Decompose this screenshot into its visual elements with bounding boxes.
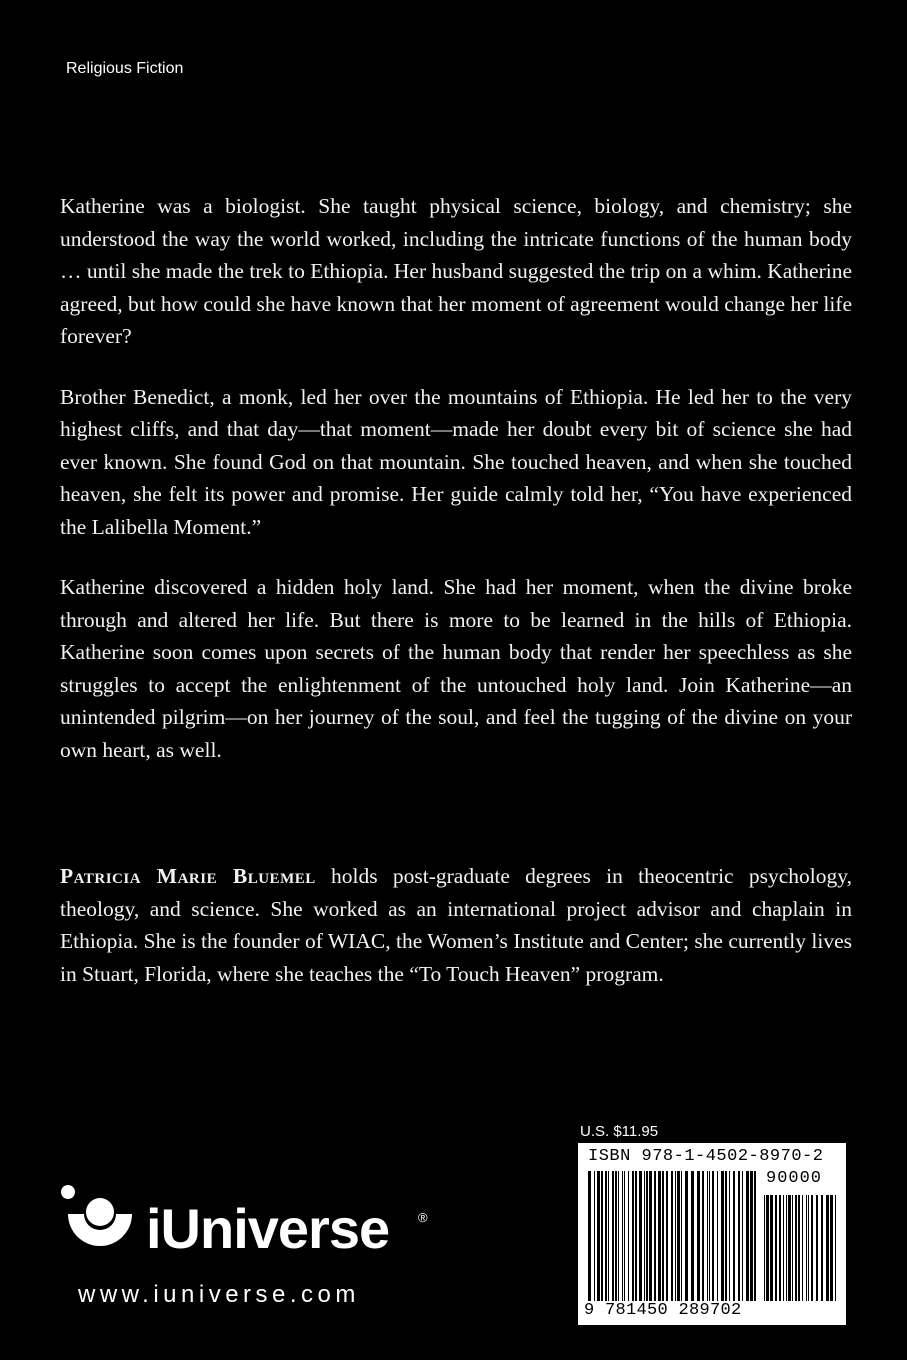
author-bio-text: holds post-graduate degrees in theocentric psychology, theology, and science. She worked as an international project advisor and chaplain in Ethiopia. She is the founder of WIAC, the Women’s Institute and Center; she currently lives in Stuart, Florida, where she teaches the “To Touch Heaven” program. bbox=[60, 864, 852, 986]
publisher-logo-icon bbox=[60, 1182, 140, 1268]
publisher-website[interactable]: www.iuniverse.com bbox=[78, 1281, 360, 1308]
blurb-paragraph-2: Brother Benedict, a monk, led her over the mountains of Ethiopia. He led her to the very highest cliffs, and that day—that moment—made her doubt every bit of science she had ever known. She found God on that mountain. She touched heaven, and when she touched heaven, she felt its power and promise. Her guide calmly told her, “You have experienced the Lalibella Moment.” bbox=[60, 384, 852, 539]
book-blurb bbox=[60, 190, 852, 794]
blurb-paragraph-3: Katherine discovered a hidden holy land. She had her moment, when the divine broke through and altered her life. But there is more to be learned in the hills of Ethiopia. Katherine soon comes upon secrets of the human body that render her speechless as she struggles to accept the enlightenment of the untouched holy land. Join Katherine—an unintended pilgrim—on her journey of the soul, and feel the tugging of the divine on your own heart, as well. bbox=[60, 575, 852, 762]
author-bio bbox=[60, 860, 852, 990]
barcode-addon-bars bbox=[764, 1195, 836, 1301]
author-name: Patricia Marie Bluemel bbox=[60, 864, 316, 888]
registered-mark: ® bbox=[418, 1210, 428, 1225]
price-label: U.S. $11.95 bbox=[580, 1123, 659, 1140]
publisher-name: iUniverse bbox=[146, 1197, 390, 1260]
isbn-barcode bbox=[578, 1143, 846, 1325]
blurb-paragraph-1: Katherine was a biologist. She taught physical science, biology, and chemistry; she understood the way the world worked, including the intricate functions of the human body … until she made the trek to Ethiopia. Her husband suggested the trip on a whim. Katherine agreed, but how could she have known that her moment of agreement would change her life forever? bbox=[60, 194, 852, 348]
genre-label: Religious Fiction bbox=[66, 60, 184, 77]
barcode-bars bbox=[588, 1171, 758, 1301]
isbn-label: ISBN 978-1-4502-8970-2 bbox=[588, 1147, 824, 1166]
barcode-addon-number: 90000 bbox=[766, 1169, 823, 1188]
ean-digits: 9 781450 289702 bbox=[584, 1301, 742, 1320]
